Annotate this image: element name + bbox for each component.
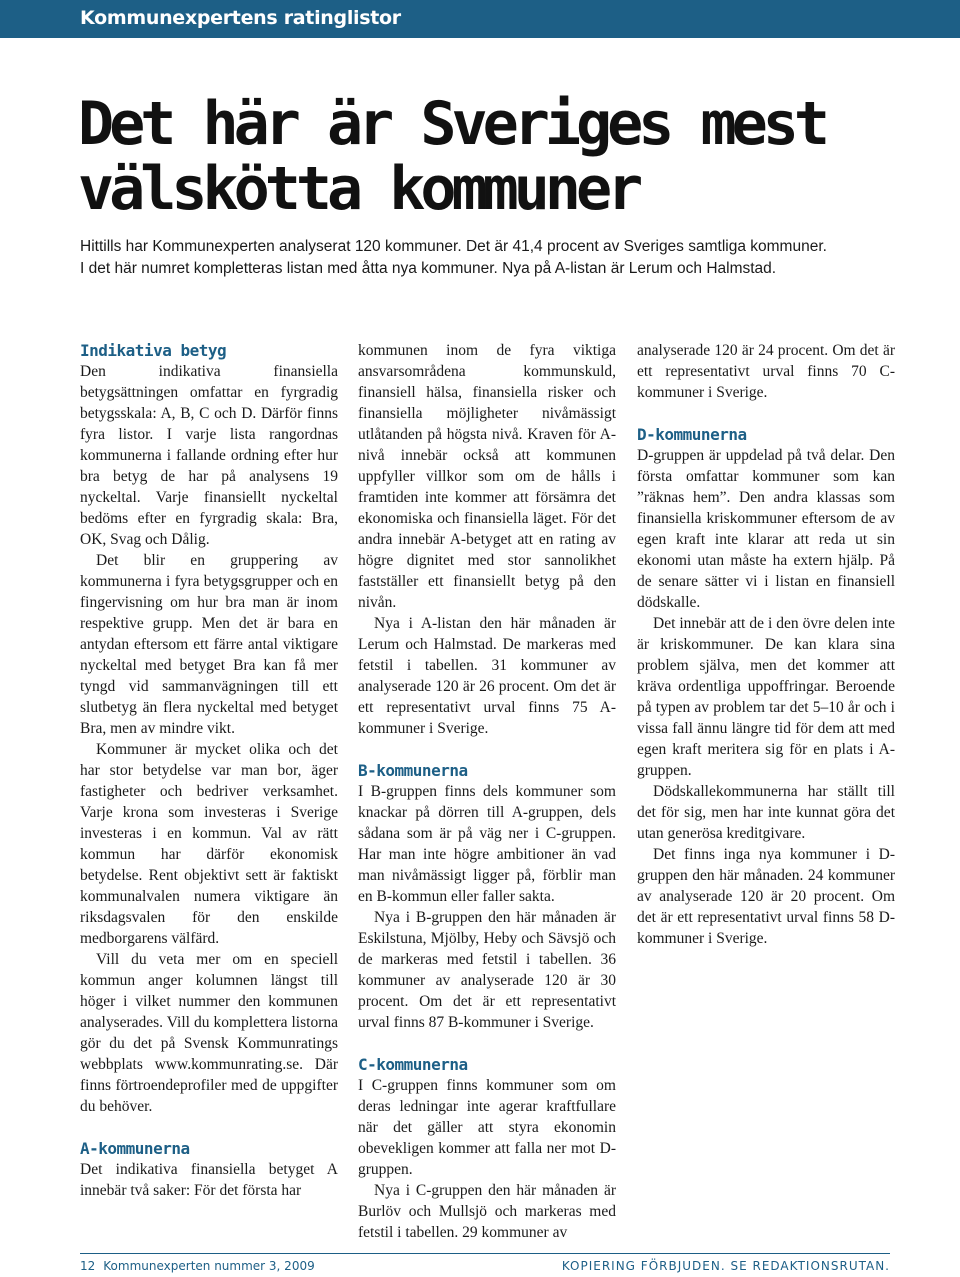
- paragraph: Kommuner är mycket olika och det har stor betydelse var man bor, äger fastigheter och bedriver verksamhet. Varje krona som investeras i Sverige investeras i en kommun. Val av rätt kommun har därför ekonomisk betydelse. Rent objektivt sett är faktiskt kommunalvalen numera viktigare än riksdagsvalen för den enskilde medborgarens välfärd.: [80, 741, 338, 947]
- paragraph: Det innebär att de i den övre delen inte är kriskommuner. De kan klara sina problem själva, men det kommer att kräva ordentliga uppoffringar. Beroende på typen av problem tar det 5–10 år och i vissa fall ännu längre tid för dem att med egen kraft meritera sig för en plats i A-gruppen.: [637, 615, 895, 779]
- footer-divider: [80, 1253, 890, 1254]
- paragraph: Nya i A-listan den här månaden är Lerum och Halmstad. De markeras med fetstil i tabellen. 31 kommuner av analyserade 120 är 26 procent. Om det är ett representativt urval finns 75 A-kommuner i Sverige.: [358, 615, 616, 737]
- intro-line-1: Hittills har Kommunexperten analyserat 120 kommuner. Det är 41,4 procent av Sveriges samtliga kommuner.: [80, 238, 827, 255]
- publication-name: Kommunexperten nummer 3, 2009: [103, 1259, 315, 1273]
- section-title: Kommunexpertens ratinglistor: [80, 7, 401, 29]
- heading-b-kommunerna: B-kommunerna: [358, 761, 468, 780]
- paragraph: Den indikativa finansiella betygsättningen omfattar en fyrgradig betygsskala: A, B, C och D. Därför finns fyra listor. I varje lista rangordnas kommunerna i fallande ordning efter hur bra betyg de har på analysens 19 nyckeltal. Varje finansiellt nyckeltal bedöms efter en fyrgradig skala: Bra, OK, Svag och Dålig.: [80, 363, 338, 548]
- paragraph: Det blir en gruppering av kommunerna i fyra betygsgrupper och en fingervisning om hur bra man är inom respektive grupp. Men det är bara en antydan eftersom ett färre antal viktigare nyckeltal med betyget Bra kan få mer tyngd vid sammanvägningen till ett slutbetyg än flera nyckeltal med betyget Bra, men av mindre vikt.: [80, 552, 338, 737]
- article-column-3: [637, 340, 895, 949]
- paragraph: kommunen inom de fyra viktiga ansvarsområdena kommunskuld, finansiell hälsa, finansiella risker och finansiella möjligheter nivåmässigt utlåtanden på högsta nivå. Kraven för A-nivå innebär också att kommunen uppfyller villkor som om de hålls i framtiden inte kommer att försämra det ekonomiska och finansiella läget. För det andra innebär A-betyget att en rating av högre dignitet med stor sannolikhet fastställer ett finansiellt betyg på den nivån.: [358, 342, 616, 611]
- section-header-band: [0, 0, 960, 38]
- paragraph: D-gruppen är uppdelad på två delar. Den första omfattar kommuner som kan ”räknas hem”. Den andra klassas som finansiella kriskommuner eftersom de av egen kraft inte klarar att reda ut sin ekonomi utan måste ha extern hjälp. På de senare sätter vi i listan en finansiell dödskalle.: [637, 447, 895, 611]
- headline-line-1: Det här är Sveriges mest: [78, 89, 825, 159]
- heading-c-kommunerna: C-kommunerna: [358, 1055, 468, 1074]
- intro-text: [80, 236, 827, 280]
- article-column-2: [358, 340, 616, 1243]
- heading-indikativa-betyg: Indikativa betyg: [80, 341, 227, 360]
- paragraph: I C-gruppen finns kommuner som om deras ledningar inte agerar kraftfullare när det gäller att styra ekonomin obevekligen kommer att falla ner mot D-gruppen.: [358, 1077, 616, 1178]
- paragraph: Nya i B-gruppen den här månaden är Eskilstuna, Mjölby, Heby och Sävsjö och de markeras med fetstil i tabellen. 36 kommuner av analyserade 120 är 30 procent. Om det är ett representativt urval finns 87 B-kommuner i Sverige.: [358, 909, 616, 1031]
- headline-line-2: välskötta kommuner: [78, 154, 639, 224]
- copyright-notice: KOPIERING FÖRBJUDEN. SE REDAKTIONSRUTAN.: [561, 1259, 890, 1273]
- paragraph: Nya i C-gruppen den här månaden är Burlöv och Mullsjö och markeras med fetstil i tabellen. 29 kommuner av: [358, 1182, 616, 1241]
- paragraph: I B-gruppen finns dels kommuner som knackar på dörren till A-gruppen, dels sådana som är på väg ner i C-gruppen. Har man inte högre ambitioner än vad man nivåmässigt ligger på, förblir man en B-kommun eller faller sakta.: [358, 783, 616, 905]
- paragraph: Det finns inga nya kommuner i D-gruppen den här månaden. 24 kommuner av analyserade 120 är 20 procent. Om det är ett representativt urval finns 58 D-kommuner i Sverige.: [637, 846, 895, 947]
- heading-a-kommunerna: A-kommunerna: [80, 1139, 190, 1158]
- page-number: 12: [80, 1259, 96, 1273]
- footer-publication: [80, 1259, 315, 1273]
- paragraph: Vill du veta mer om en speciell kommun anger kolumnen längst till höger i vilket nummer den kommunen analyserades. Vill du komplettera listorna gör du det på Svensk Kommunratings webbplats www.kommunrating.se. Där finns förtroendeprofiler med de uppgifter du behöver.: [80, 951, 338, 1115]
- paragraph: Dödskallekommunerna har ställt till det för sig, men har inte kunnat göra det utan generösa kreditgivare.: [637, 783, 895, 842]
- paragraph: Det indikativa finansiella betyget A innebär två saker: För det första har: [80, 1161, 338, 1199]
- article-column-1: [80, 340, 338, 1201]
- heading-d-kommunerna: D-kommunerna: [637, 425, 747, 444]
- headline: [78, 89, 825, 224]
- paragraph: analyserade 120 är 24 procent. Om det är ett representativt urval finns 70 C-kommuner i Sverige.: [637, 342, 895, 401]
- intro-line-2: I det här numret kompletteras listan med åtta nya kommuner. Nya på A-listan är Lerum och Halmstad.: [80, 260, 777, 277]
